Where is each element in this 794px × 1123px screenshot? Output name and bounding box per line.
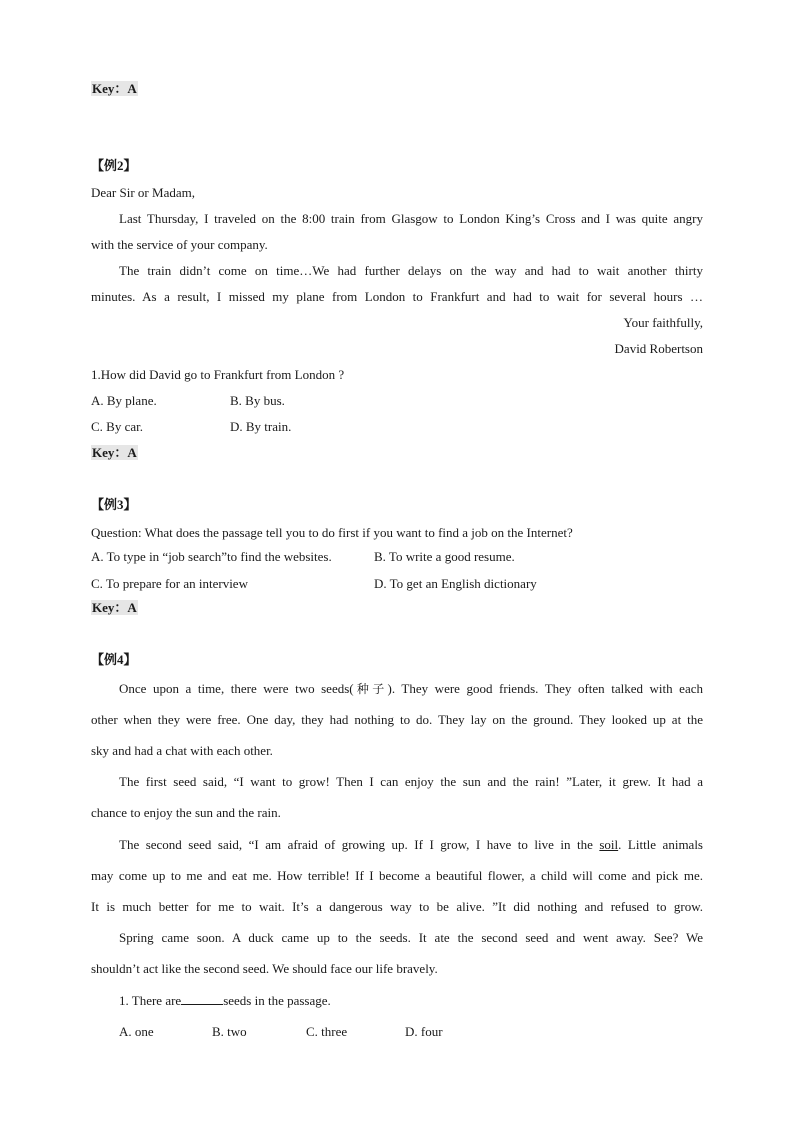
story-paragraph-4-line-2: shouldn’t act like the second seed. We should face our life bravely. (91, 961, 438, 976)
answer-key-2: Key：A (92, 445, 137, 460)
example-4-option-d: D. four (405, 1024, 443, 1039)
example-4-option-a: A. one (119, 1024, 154, 1039)
example-2-option-c: C. By car. (91, 419, 143, 434)
story-paragraph-3-line-2: may come up to me and eat me. How terrible! If I become a beautiful flower, a child will come and pick me. (91, 868, 703, 883)
story-paragraph-1-line-2: other when they were free. One day, they had nothing to do. They lay on the ground. They looked up at the (91, 712, 703, 727)
letter-signature: David Robertson (614, 341, 703, 356)
story-paragraph-2-line-2: chance to enjoy the sun and the rain. (91, 805, 281, 820)
answer-key-1: Key：A (92, 81, 137, 96)
example-4-heading: 【例4】 (91, 652, 137, 667)
example-3-option-d: D. To get an English dictionary (374, 576, 537, 591)
example-3-option-c: C. To prepare for an interview (91, 576, 248, 591)
example-3-heading: 【例3】 (91, 497, 137, 512)
letter-salutation: Dear Sir or Madam, (91, 185, 195, 200)
letter-closing: Your faithfully, (623, 315, 703, 330)
example-4-option-b: B. two (212, 1024, 247, 1039)
letter-paragraph-1-line-1: Last Thursday, I traveled on the 8:00 train from Glasgow to London King’s Cross and I was quite angry (119, 211, 703, 226)
example-4-question-1: 1. There are seeds in the passage. (119, 993, 331, 1008)
example-3-question: Question: What does the passage tell you to do first if you want to find a job on the Internet? (91, 525, 573, 540)
example-2-option-d: D. By train. (230, 419, 292, 434)
story-paragraph-2-line-1: The first seed said, “I want to grow! Then I can enjoy the sun and the rain! ”Later, it grew. It had a (119, 774, 703, 789)
letter-paragraph-1-line-2: with the service of your company. (91, 237, 268, 252)
story-paragraph-3-line-3: It is much better for me to wait. It’s a dangerous way to be alive. ”It did nothing and refused to grow. (91, 899, 703, 914)
example-2-option-b: B. By bus. (230, 393, 285, 408)
example-2-question: 1.How did David go to Frankfurt from London ? (91, 367, 345, 382)
story-paragraph-1-line-3: sky and had a chat with each other. (91, 743, 273, 758)
story-paragraph-3-line-1: The second seed said, “I am afraid of growing up. If I grow, I have to live in the soil. Little animals (119, 837, 703, 852)
letter-paragraph-2-line-2: minutes. As a result, I missed my plane from London to Frankfurt and had to wait for several hours … (91, 289, 703, 304)
example-2-option-a: A. By plane. (91, 393, 157, 408)
answer-key-3: Key：A (92, 600, 137, 615)
document-page (91, 0, 703, 1123)
example-4-option-c: C. three (306, 1024, 348, 1039)
story-paragraph-4-line-1: Spring came soon. A duck came up to the seeds. It ate the second seed and went away. See? We (119, 930, 703, 945)
example-3-option-a: A. To type in “job search”to find the websites. (91, 549, 332, 564)
example-2-heading: 【例2】 (91, 158, 137, 173)
story-paragraph-1-line-1: Once upon a time, there were two seeds(种子). They were good friends. They often talked with each (119, 681, 703, 696)
letter-paragraph-2-line-1: The train didn’t come on time…We had further delays on the way and had to wait another thirty (119, 263, 703, 278)
example-3-option-b: B. To write a good resume. (374, 549, 515, 564)
answer-blank (181, 993, 223, 1005)
